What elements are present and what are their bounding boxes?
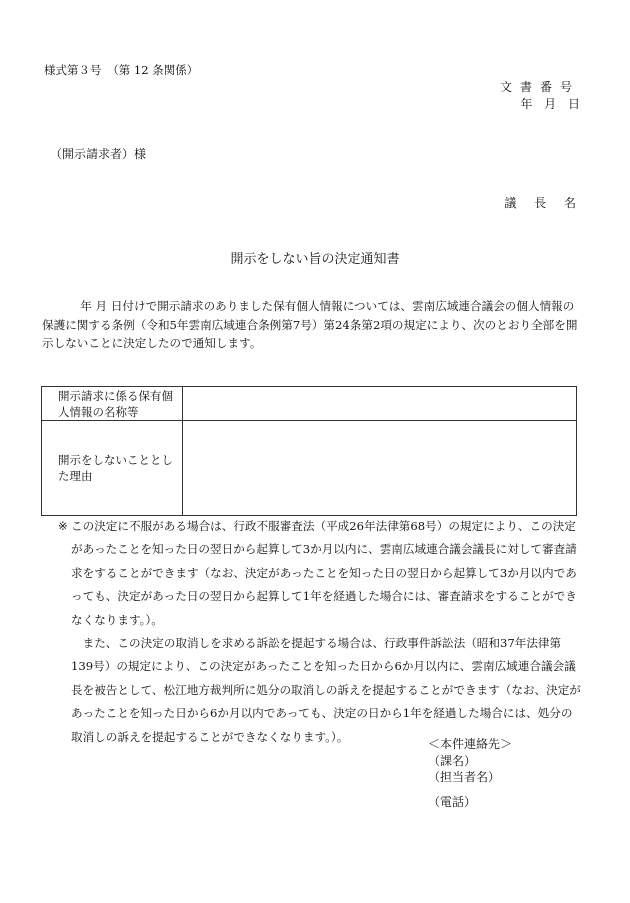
reason-value [183,421,577,516]
recipient: （開示請求者）様 [50,147,147,161]
body-paragraph: 年 月 日付けで開示請求のありました保有個人情報については、雲南広域連合議会の個人情報の保護に関する条例（令和5年雲南広域連合条例第7号）第24条第2項の規定により、次のとおり全部を開示しないことに決定したので通知します。 [42,299,578,350]
reason-label: 開示をしないこととした理由 [42,421,183,516]
contact-block [428,736,512,786]
info-table [41,386,577,516]
table-row [42,421,577,516]
document-title: 開示をしない旨の決定通知書 [230,252,400,267]
info-name-label: 開示請求に係る保有個人情報の名称等 [42,387,183,421]
note-appeal [58,515,581,632]
form-label: 様式第３号 （第 12 条関係） [44,63,199,77]
note-mark: ※ [58,519,68,533]
document-number: 文書番号 [499,80,580,94]
contact-phone: （電話） [428,795,477,809]
document-date: 年 月 日 [520,97,580,111]
contact-heading: ＜本件連絡先＞ [428,737,513,751]
chair-name: 議 長 名 [504,196,576,210]
notes-section [58,515,581,749]
table-row [42,387,577,421]
contact-person: （担当者名） [428,770,501,784]
info-name-value [183,387,577,421]
contact-section: （課名） [428,753,477,768]
note-lawsuit: また、この決定の取消しを求める訴訟を提起する場合は、行政事件訴訟法（昭和37年法律第139号）の規定により、この決定があったことを知った日から6か月以内に、雲南広域連合議会議長を被告として、松江地方裁判所に処分の取消しの訴えを提起することができます（なお、決定があったことを知った日から6か月以内であっても、決定の日から1年を経過した場合には、処分の取消しの訴えを提起することができなくなります。）。 [71,636,581,744]
note-appeal-text: この決定に不服がある場合は、行政不服審査法（平成26年法律第68号）の規定により、この決定があったことを知った日の翌日から起算して3か月以内に、雲南広域連合議会議長に対して審査請求をすることができます（なお、決定があったことを知った日の翌日から起算して3か月以内であっても、決定があった日の翌日から起算して1年を経過した場合には、審査請求をすることができなくなります。）。 [71,519,577,627]
